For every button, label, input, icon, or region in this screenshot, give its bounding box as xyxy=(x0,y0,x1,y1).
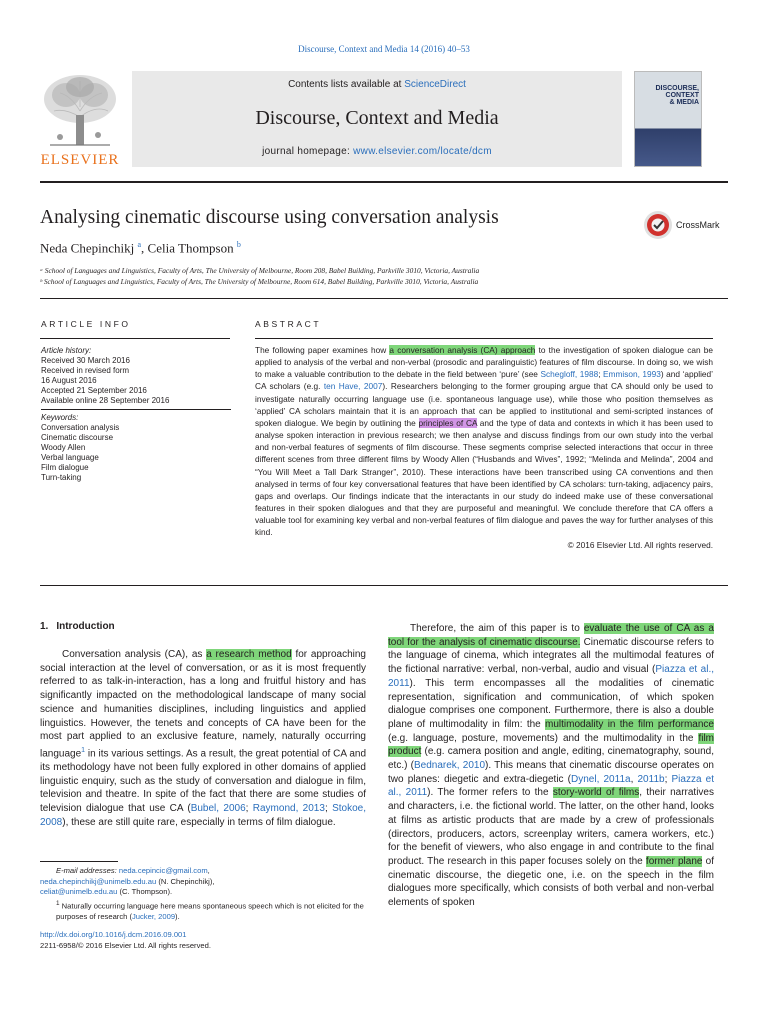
history-item: 16 August 2016 xyxy=(41,376,97,385)
cover-title-line: CONTEXT xyxy=(665,92,699,99)
contents-prefix: Contents lists available at xyxy=(288,79,405,90)
text-fragment: Conversation analysis (CA), as xyxy=(62,649,207,660)
reference-link[interactable]: Piazza et al., 2011 xyxy=(388,664,714,689)
email-owner: (N. Chepinchikj), xyxy=(156,876,215,886)
abstract-fragment: ; xyxy=(598,369,604,380)
keyword: Woody Allen xyxy=(41,443,86,452)
reference-link[interactable]: Bednarek, 2010 xyxy=(413,760,486,772)
text-fragment: (e.g. camera position and angle, editing, cinematography, sound, etc.) ( xyxy=(388,746,714,772)
contents-line xyxy=(132,79,622,90)
highlight[interactable]: former plane xyxy=(645,855,703,867)
cover-title-line: & MEDIA xyxy=(669,99,699,106)
text-fragment: ; xyxy=(324,803,333,815)
reference-link[interactable]: Jucker, 2009 xyxy=(131,911,176,921)
section-number: 1. xyxy=(40,621,49,632)
issn-line: 2211-6958/© 2016 Elsevier Ltd. All rights reserved. xyxy=(40,940,211,950)
elsevier-tree-icon xyxy=(40,71,120,147)
keywords-rule xyxy=(41,409,231,410)
reference-link[interactable]: Stokoe, 2008 xyxy=(40,803,366,828)
paragraph xyxy=(40,648,366,829)
homepage-link[interactable]: www.elsevier.com/locate/dcm xyxy=(353,146,492,157)
highlight[interactable]: multimodality in the film performance xyxy=(545,718,714,730)
text-fragment: ). This means that cinematic discourse operates on two planes: diegetic and extra-diegetic ( xyxy=(388,760,714,785)
reference-link[interactable]: Raymond, 2013 xyxy=(252,803,325,815)
reference-link[interactable]: Piazza et al., 2011 xyxy=(388,773,714,799)
text-fragment: Therefore, the aim of this paper is to xyxy=(410,623,584,634)
affiliation-a: ᵃ School of Languages and Linguistics, Faculty of Arts, The University of Melbourne, Room 208, Babel Building, Parkville 3010, Victoria, Australia xyxy=(40,266,480,275)
footnote-text: ). xyxy=(175,911,180,921)
history-item: Accepted 21 September 2016 xyxy=(41,386,147,395)
abstract-fragment: ) and ‘applied’ CA scholars (e.g. xyxy=(255,369,713,392)
elsevier-logo[interactable] xyxy=(40,71,120,168)
text-fragment: ; xyxy=(664,773,672,785)
abstract-copyright: © 2016 Elsevier Ltd. All rights reserved. xyxy=(567,539,713,550)
text-fragment: , xyxy=(630,773,638,785)
crossmark-label[interactable]: CrossMark xyxy=(676,220,720,230)
email-label: E-mail addresses: xyxy=(56,866,119,875)
email-link[interactable]: celiat@unimelb.edu.au xyxy=(40,887,118,896)
highlight[interactable]: a conversation analysis (CA) approach xyxy=(389,345,536,355)
journal-banner xyxy=(132,71,622,167)
email-link[interactable]: neda.chepinchikj@unimelb.edu.au xyxy=(40,876,157,886)
highlight[interactable]: film product xyxy=(388,732,714,758)
footnote-rule xyxy=(40,861,118,862)
abstract-fragment: The following paper examines how xyxy=(255,345,390,355)
author-list: Neda Chepinchikj $^a$, Celia Thompson $^b$ xyxy=(40,240,241,256)
text-fragment: for approaching social interaction at the level of conversation, or as it is most frequently referred to as talk-in-interaction, has a long and fruitful history and has significantly impacted on the methodological landscape of many social science and humanities disciplines, including linguistics and applied linguistics. However, the tenets and concepts of CA have been for the most part applied to an exclusive feature, namely, naturally occurring language xyxy=(40,649,366,760)
reference-link[interactable]: ten Have, 2007 xyxy=(323,381,383,392)
email-line xyxy=(40,877,366,888)
history-item: Received in revised form xyxy=(41,366,130,375)
affiliation-rule xyxy=(40,298,728,299)
article-info xyxy=(41,346,231,483)
footnote-marker[interactable]: 1 xyxy=(81,746,86,754)
email-link[interactable]: neda.cepincic@gmail.com xyxy=(118,866,208,875)
reference-link[interactable]: Bubel, 2006 xyxy=(190,803,246,815)
section-heading-introduction xyxy=(40,621,115,632)
abstract-fragment: and the type of data and contexts in which it has been used to analyse spoken interaction in previous research; we then analyse and discuss findings from our own study into the verbal and non-verbal features of segments of film discourse. These segments comprise selected interactions that occur in three different scenes from three different films by Woody Allen (“Husbands and Wives”, 1992; “Melinda and Melinda”, 2004 and “You Will Meet a Tall Dark Stranger”, 2010). These interactions have been transcribed using CA conventions and then analysed in terms of four key conversational features that have been identified by CA scholars: turn-taking, adjacency pairs, gaps and overlaps. Our findings indicate that the interactants in our study do indeed make use of these conversational features in their spoken dialogues and that they are purposeful and meaningful. We conclude therefore that CA offers a valuable tool for examining key verbal and non-verbal features of film dialogue and paves the way for further analyses of this kind. xyxy=(255,417,713,538)
journal-homepage xyxy=(132,146,622,157)
reference-link[interactable]: Schegloff, 1988 xyxy=(540,369,599,380)
text-fragment: in its various settings. As a result, the great potential of CA and its methodology have not been fully explored in other domains of applied linguistic enquiry, such as the study of conversation and dialogue in film, television and theatre. In spite of the fact that there are some studies of television dialogue that use CA ( xyxy=(40,748,366,815)
author-name: Celia Thompson xyxy=(147,240,234,256)
text-fragment: Cinematic discourse refers to the language of cinema, which integrates all the multimodal features of the fictional narrative: verbal, non-verbal, audio and visual ( xyxy=(388,636,714,676)
reference-link[interactable]: Dynel, 2011a xyxy=(571,773,631,785)
section-title: Introduction xyxy=(56,621,115,632)
footnote-number: 1 xyxy=(56,899,60,907)
highlight[interactable]: a research method xyxy=(206,649,292,660)
doi-block xyxy=(40,930,211,951)
footnotes xyxy=(40,866,366,922)
reference-link[interactable]: 2011b xyxy=(637,773,665,785)
elsevier-wordmark: ELSEVIER xyxy=(40,152,120,168)
author-name: Neda Chepinchikj xyxy=(40,240,135,256)
abstract-fragment: to the investigation of spoken dialogue can be applied to analysis of the verbal and non-verbal (prosodic and paralinguistic) features of film discourse. In doing so, we wish to make a valuable contribution to the debate in the field between ‘pure’ (see xyxy=(255,345,714,380)
separator: , xyxy=(207,866,210,875)
sciencedirect-link[interactable]: ScienceDirect xyxy=(404,79,466,90)
journal-title: Discourse, Context and Media xyxy=(255,107,499,129)
journal-cover-thumbnail[interactable] xyxy=(634,71,702,167)
email-line xyxy=(40,887,366,898)
email-owner: (C. Thompson). xyxy=(117,887,173,896)
abstract-end-rule xyxy=(40,585,728,586)
crossmark-icon[interactable] xyxy=(643,210,673,240)
text-fragment: of cinematic discourse, the diegetic one, i.e. on the speech in the film dialogues more specifically, which consists of both verbal and non-verbal elements of spoken xyxy=(388,855,714,909)
article-info-heading: ARTICLE INFO xyxy=(41,319,131,329)
keyword: Turn-taking xyxy=(41,473,82,482)
cover-title xyxy=(639,85,699,106)
reference-link[interactable]: Emmison, 1993 xyxy=(603,369,661,380)
homepage-label: journal homepage: xyxy=(262,146,354,157)
keywords-label: Keywords: xyxy=(41,413,79,422)
text-fragment: ). The former refers to the xyxy=(427,787,553,799)
text-fragment: (e.g. language, posture, movements) and the multimodality in the xyxy=(388,732,699,744)
highlight[interactable]: story-world of films xyxy=(552,787,640,799)
affiliation-marker[interactable]: b xyxy=(236,240,241,249)
affiliation-b: ᵇ School of Languages and Linguistics, Faculty of Arts, The University of Melbourne, Room 614, Babel Building, Parkville 3010, Victoria, Australia xyxy=(40,277,479,286)
keyword: Verbal language xyxy=(41,453,99,462)
email-line xyxy=(40,866,366,877)
abstract-fragment: ). Researchers belonging to the former grouping argue that CA should only be used to investigate naturally occurring language use (i.e. spontaneous language use), while those who position themselves as ‘applied’ CA scholars maintain that it is an approach that can be applied to institutional and semi-scripted instances of spoken dialogue. We begin by outlining the xyxy=(255,381,714,428)
text-fragment: , their narratives and characters, i.e. the fictional world. The latter, on the other hand, looks at films as artistic products that are made by a crew of professionals (directors, producers, actors, screenplay writers, camera workers, etc.) for the benefit of viewers, who also engage in and contribute to the final product. The research in this paper focuses solely on the xyxy=(388,787,714,867)
header-rule xyxy=(40,181,728,183)
keyword: Conversation analysis xyxy=(41,423,120,432)
abstract-text xyxy=(255,344,713,551)
history-item: Available online 28 September 2016 xyxy=(41,396,170,405)
text-fragment: ), these are still quite rare, especially in terms of film dialogue. xyxy=(62,816,336,828)
highlight[interactable]: evaluate the use of CA as a tool for the analysis of cinematic discourse. xyxy=(388,623,714,648)
text-fragment: ). This term encompasses all the modalities of cinematic representation, signification and communication, of which spoken dialogue comprises one component. Furthermore, there is also a double plane of multimodality in film: the xyxy=(388,677,714,730)
cover-title-line: DISCOURSE, xyxy=(655,85,699,92)
doi-link[interactable]: http://dx.doi.org/10.1016/j.dcm.2016.09.001 xyxy=(40,930,187,939)
text-fragment: ; xyxy=(245,803,253,815)
abstract-rule xyxy=(255,338,713,339)
footnote-text: Naturally occurring language here means spontaneous speech which is not elicited for the purposes of research ( xyxy=(56,901,364,921)
paragraph xyxy=(388,622,714,910)
history-item: Received 30 March 2016 xyxy=(41,356,130,365)
abstract-heading: ABSTRACT xyxy=(255,319,322,329)
journal-citation[interactable]: Discourse, Context and Media 14 (2016) 40–53 xyxy=(298,44,470,54)
article-info-rule xyxy=(40,338,230,339)
history-label: Article history: xyxy=(41,346,92,355)
highlight[interactable]: principles of CA xyxy=(418,417,478,428)
body-column-left xyxy=(40,648,366,829)
article-title: Analysing cinematic discourse using conversation analysis xyxy=(40,207,499,228)
keyword: Film dialogue xyxy=(41,463,89,472)
footnote xyxy=(40,899,366,923)
keyword: Cinematic discourse xyxy=(41,433,114,442)
affiliation-marker[interactable]: a xyxy=(137,240,142,249)
body-column-right xyxy=(388,622,714,910)
